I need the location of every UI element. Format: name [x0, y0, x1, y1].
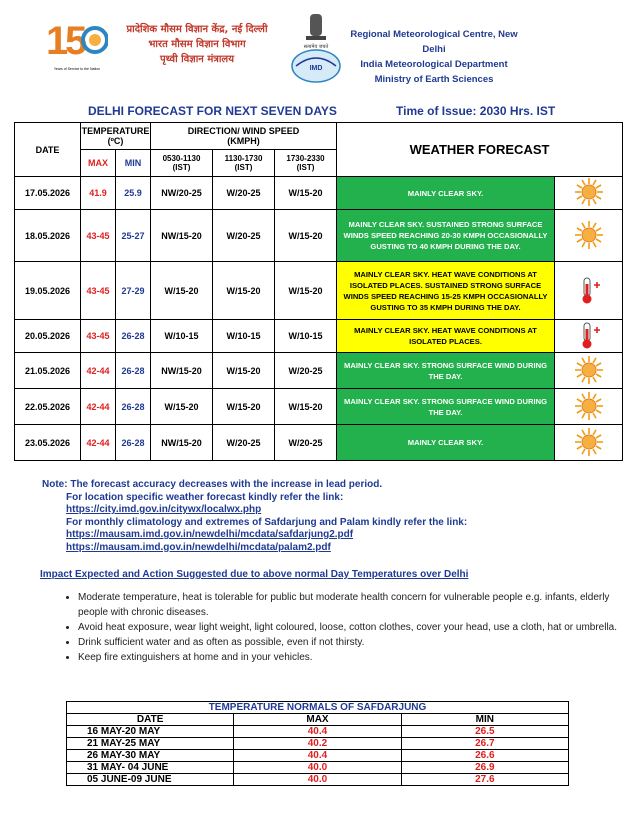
- row-wind-2: W/20-25: [213, 210, 275, 262]
- forecast-title: DELHI FORECAST FOR NEXT SEVEN DAYS: [88, 104, 337, 118]
- row-wind-2: W/15-20: [213, 262, 275, 320]
- row-min: 27-29: [116, 262, 151, 320]
- english-line-2: India Meteorological Department: [360, 59, 508, 70]
- weather-forecast-header: WEATHER FORECAST: [337, 123, 623, 177]
- sun-ray: [595, 435, 600, 438]
- row-forecast: MAINLY CLEAR SKY. SUSTAINED STRONG SURFACE WINDS SPEED REACHING 20-30 KMPH OCCASIONALLY GUSTING TO 40 KMPH DURING THE DAY.: [337, 210, 555, 262]
- table-row: [67, 726, 569, 738]
- logo-digit-1: 1: [46, 19, 69, 63]
- normals-table: [66, 701, 569, 786]
- hindi-org-names: [112, 22, 282, 67]
- sun-ray: [595, 446, 600, 449]
- wind-header: [151, 123, 337, 150]
- row-wind-1: NW/15-20: [151, 425, 213, 461]
- sun-ray: [576, 410, 581, 413]
- palam-link[interactable]: https://mausam.imd.gov.in/newdelhi/mcdata/palam2.pdf: [66, 541, 331, 553]
- wind-slot-2: 1130-1730 (IST): [213, 150, 275, 177]
- temperature-header-label: TEMPERATURE: [81, 126, 150, 136]
- row-max: 42-44: [81, 425, 116, 461]
- normals-max: 40.0: [234, 774, 401, 786]
- row-min: 26-28: [116, 353, 151, 389]
- wind-unit: (KMPH): [227, 136, 260, 146]
- row-date: 19.05.2026: [15, 262, 81, 320]
- sun-ray: [595, 239, 600, 242]
- sun-ray: [576, 399, 581, 402]
- english-org-names: [340, 27, 528, 87]
- row-forecast: MAINLY CLEAR SKY. STRONG SURFACE WIND DURING THE DAY.: [337, 353, 555, 389]
- sun-ray: [593, 429, 596, 434]
- normals-max: 40.2: [234, 738, 401, 750]
- sun-ray: [582, 199, 585, 204]
- sun-ray: [576, 446, 581, 449]
- emblem-caption: सत्यमेव जयते: [303, 44, 329, 50]
- row-wind-2: W/15-20: [213, 353, 275, 389]
- sun-ray: [576, 363, 581, 366]
- row-wind-2: W/20-25: [213, 177, 275, 210]
- wind-slot-1: 0530-1130 (IST): [151, 150, 213, 177]
- thermometer-bulb: [582, 340, 591, 349]
- normals-date: 31 MAY- 04 JUNE: [67, 762, 234, 774]
- sun-ray: [582, 412, 585, 417]
- normals-date-header: DATE: [67, 714, 234, 726]
- normals-max: 40.4: [234, 726, 401, 738]
- table-row: [67, 774, 569, 786]
- sun-ray: [582, 448, 585, 453]
- sun-ray: [593, 393, 596, 398]
- sun-icon: [555, 425, 623, 461]
- sun-ray: [593, 199, 596, 204]
- row-wind-3: W/20-25: [275, 425, 337, 461]
- row-forecast: MAINLY CLEAR SKY.: [337, 425, 555, 461]
- sun-disc: [582, 399, 596, 413]
- sun-ray: [595, 196, 600, 199]
- row-wind-3: W/10-15: [275, 320, 337, 353]
- sun-ray: [576, 196, 581, 199]
- normals-min: 26.7: [401, 738, 568, 750]
- normals-date: 26 MAY-30 MAY: [67, 750, 234, 762]
- normals-min-header: MIN: [401, 714, 568, 726]
- row-min: 26-28: [116, 425, 151, 461]
- row-forecast: MAINLY CLEAR SKY. STRONG SURFACE WIND DURING THE DAY.: [337, 389, 555, 425]
- normals-min: 26.6: [401, 750, 568, 762]
- table-row: [15, 210, 623, 262]
- advice-list: [62, 590, 623, 665]
- row-wind-1: W/15-20: [151, 262, 213, 320]
- table-row: [15, 353, 623, 389]
- table-row: [67, 750, 569, 762]
- sun-disc: [582, 185, 596, 199]
- row-forecast: MAINLY CLEAR SKY.: [337, 177, 555, 210]
- note-line-1: Note: The forecast accuracy decreases with the increase in lead period.: [42, 479, 383, 490]
- sun-ray: [593, 222, 596, 227]
- row-min: 26-28: [116, 389, 151, 425]
- row-date: 18.05.2026: [15, 210, 81, 262]
- sun-disc: [582, 228, 596, 242]
- table-row: [15, 262, 623, 320]
- min-header: MIN: [116, 150, 151, 177]
- sun-ray: [595, 185, 600, 188]
- row-date: 20.05.2026: [15, 320, 81, 353]
- thermometer-icon: [555, 262, 623, 320]
- thermometer-icon: [555, 320, 623, 353]
- hindi-line-1: प्रादेशिक मौसम विज्ञान केंद्र, नई दिल्ली: [126, 24, 268, 35]
- sun-ray: [582, 241, 585, 246]
- sun-ray: [593, 180, 596, 185]
- row-min: 26-28: [116, 320, 151, 353]
- sun-ray: [595, 228, 600, 231]
- list-item: • Drink sufficient water and as often as possible, even if not thirsty.: [78, 635, 623, 650]
- row-wind-1: W/10-15: [151, 320, 213, 353]
- normals-max-header: MAX: [234, 714, 401, 726]
- row-wind-1: W/15-20: [151, 389, 213, 425]
- normals-title: TEMPERATURE NORMALS OF SAFDARJUNG: [67, 702, 569, 714]
- wind-slot-3: 1730-2330 (IST): [275, 150, 337, 177]
- english-line-3: Ministry of Earth Sciences: [374, 74, 494, 85]
- table-row: [15, 320, 623, 353]
- table-row: [15, 389, 623, 425]
- imd-150-logo: [46, 14, 108, 71]
- row-wind-3: W/15-20: [275, 389, 337, 425]
- row-wind-2: W/15-20: [213, 389, 275, 425]
- sun-ray: [595, 399, 600, 402]
- row-min: 25.9: [116, 177, 151, 210]
- emblem-icon: [286, 10, 346, 90]
- thermometer-plus: [594, 282, 600, 288]
- row-max: 41.9: [81, 177, 116, 210]
- table-row: [15, 425, 623, 461]
- row-wind-3: W/15-20: [275, 177, 337, 210]
- sun-icon: [555, 177, 623, 210]
- row-max: 42-44: [81, 353, 116, 389]
- note-block: [42, 479, 602, 554]
- list-item: • Keep fire extinguishers at home and in your vehicles.: [78, 650, 623, 665]
- row-forecast: MAINLY CLEAR SKY. HEAT WAVE CONDITIONS AT ISOLATED PLACES.: [337, 320, 555, 353]
- impact-heading: Impact Expected and Action Suggested due to above normal Day Temperatures over Delhi: [40, 569, 469, 580]
- max-header: MAX: [81, 150, 116, 177]
- sun-ray: [593, 357, 596, 362]
- sun-ray: [593, 412, 596, 417]
- sun-ray: [582, 429, 585, 434]
- sun-ray: [582, 376, 585, 381]
- normals-date: 05 JUNE-09 JUNE: [67, 774, 234, 786]
- row-max: 43-45: [81, 210, 116, 262]
- normals-date: 21 MAY-25 MAY: [67, 738, 234, 750]
- hindi-line-3: पृथ्वी विज्ञान मंत्रालय: [159, 54, 235, 65]
- sun-ray: [576, 374, 581, 377]
- row-wind-1: NW/15-20: [151, 353, 213, 389]
- sun-disc: [582, 435, 596, 449]
- row-min: 25-27: [116, 210, 151, 262]
- city-forecast-link[interactable]: https://city.imd.gov.in/citywx/localwx.php: [66, 504, 262, 515]
- sun-ray: [576, 239, 581, 242]
- row-forecast: MAINLY CLEAR SKY. HEAT WAVE CONDITIONS AT ISOLATED PLACES. SUSTAINED STRONG SURFACE WINDS SPEED REACHING 15-25 KMPH OCCASIONALLY GUSTING TO 35 KMPH DURING THE DAY.: [337, 262, 555, 320]
- table-row: [15, 177, 623, 210]
- row-wind-2: W/10-15: [213, 320, 275, 353]
- safdarjung-link[interactable]: https://mausam.imd.gov.in/newdelhi/mcdata/safdarjung2.pdf: [66, 529, 354, 540]
- sun-ray: [582, 393, 585, 398]
- sun-ray: [595, 410, 600, 413]
- row-date: 23.05.2026: [15, 425, 81, 461]
- sun-icon: [555, 210, 623, 262]
- note-line-3: For monthly climatology and extremes of Safdarjung and Palam kindly refer the link:: [66, 516, 468, 528]
- sun-icon: [555, 353, 623, 389]
- row-wind-1: NW/15-20: [151, 210, 213, 262]
- thermometer-plus: [594, 327, 600, 333]
- table-row: [67, 738, 569, 750]
- sun-ray: [595, 374, 600, 377]
- normals-min: 26.5: [401, 726, 568, 738]
- logo-tagline: Years of Service to the Nation: [53, 67, 101, 71]
- row-wind-1: NW/20-25: [151, 177, 213, 210]
- normals-max: 40.4: [234, 750, 401, 762]
- sun-ray: [582, 357, 585, 362]
- normals-min: 26.9: [401, 762, 568, 774]
- forecast-table: [14, 122, 623, 461]
- row-wind-2: W/20-25: [213, 425, 275, 461]
- sun-ray: [593, 241, 596, 246]
- note-line-2: For location specific weather forecast kindly refer the link:: [66, 491, 344, 503]
- row-date: 22.05.2026: [15, 389, 81, 425]
- hindi-line-2: भारत मौसम विज्ञान विभाग: [148, 39, 246, 50]
- row-wind-3: W/20-25: [275, 353, 337, 389]
- sun-ray: [593, 376, 596, 381]
- logo-digit-5: 5: [65, 19, 88, 63]
- sun-ray: [582, 180, 585, 185]
- sun-ray: [576, 185, 581, 188]
- normals-max: 40.0: [234, 762, 401, 774]
- temperature-unit: (ºC): [107, 136, 124, 146]
- sun-disc: [582, 363, 596, 377]
- row-max: 43-45: [81, 262, 116, 320]
- row-max: 43-45: [81, 320, 116, 353]
- row-max: 42-44: [81, 389, 116, 425]
- sun-ray: [576, 228, 581, 231]
- list-item: • Moderate temperature, heat is tolerable for public but moderate health concern for vulnerable people e.g. infants, elderly people with chronic diseases.: [78, 590, 623, 620]
- sun-ray: [582, 222, 585, 227]
- normals-date: 16 MAY-20 MAY: [67, 726, 234, 738]
- sun-ray: [595, 363, 600, 366]
- row-wind-3: W/15-20: [275, 210, 337, 262]
- list-item: • Avoid heat exposure, wear light weight, light coloured, loose, cotton clothes, cover your head, use a cloth, hat or umbrella.: [78, 620, 623, 635]
- sun-ray: [576, 435, 581, 438]
- table-row: [67, 762, 569, 774]
- english-line-1: Regional Meteorological Centre, New Delhi: [350, 29, 518, 55]
- row-wind-3: W/15-20: [275, 262, 337, 320]
- svg-text:IMD: IMD: [309, 65, 323, 72]
- sun-ray: [593, 448, 596, 453]
- row-date: 21.05.2026: [15, 353, 81, 389]
- wind-header-label: DIRECTION/ WIND SPEED: [187, 126, 300, 136]
- temperature-header: [81, 123, 151, 150]
- issue-time: Time of Issue: 2030 Hrs. IST: [396, 104, 556, 118]
- normals-min: 27.6: [401, 774, 568, 786]
- thermometer-bulb: [582, 294, 591, 303]
- sun-icon: [555, 389, 623, 425]
- date-header: DATE: [15, 123, 81, 177]
- row-date: 17.05.2026: [15, 177, 81, 210]
